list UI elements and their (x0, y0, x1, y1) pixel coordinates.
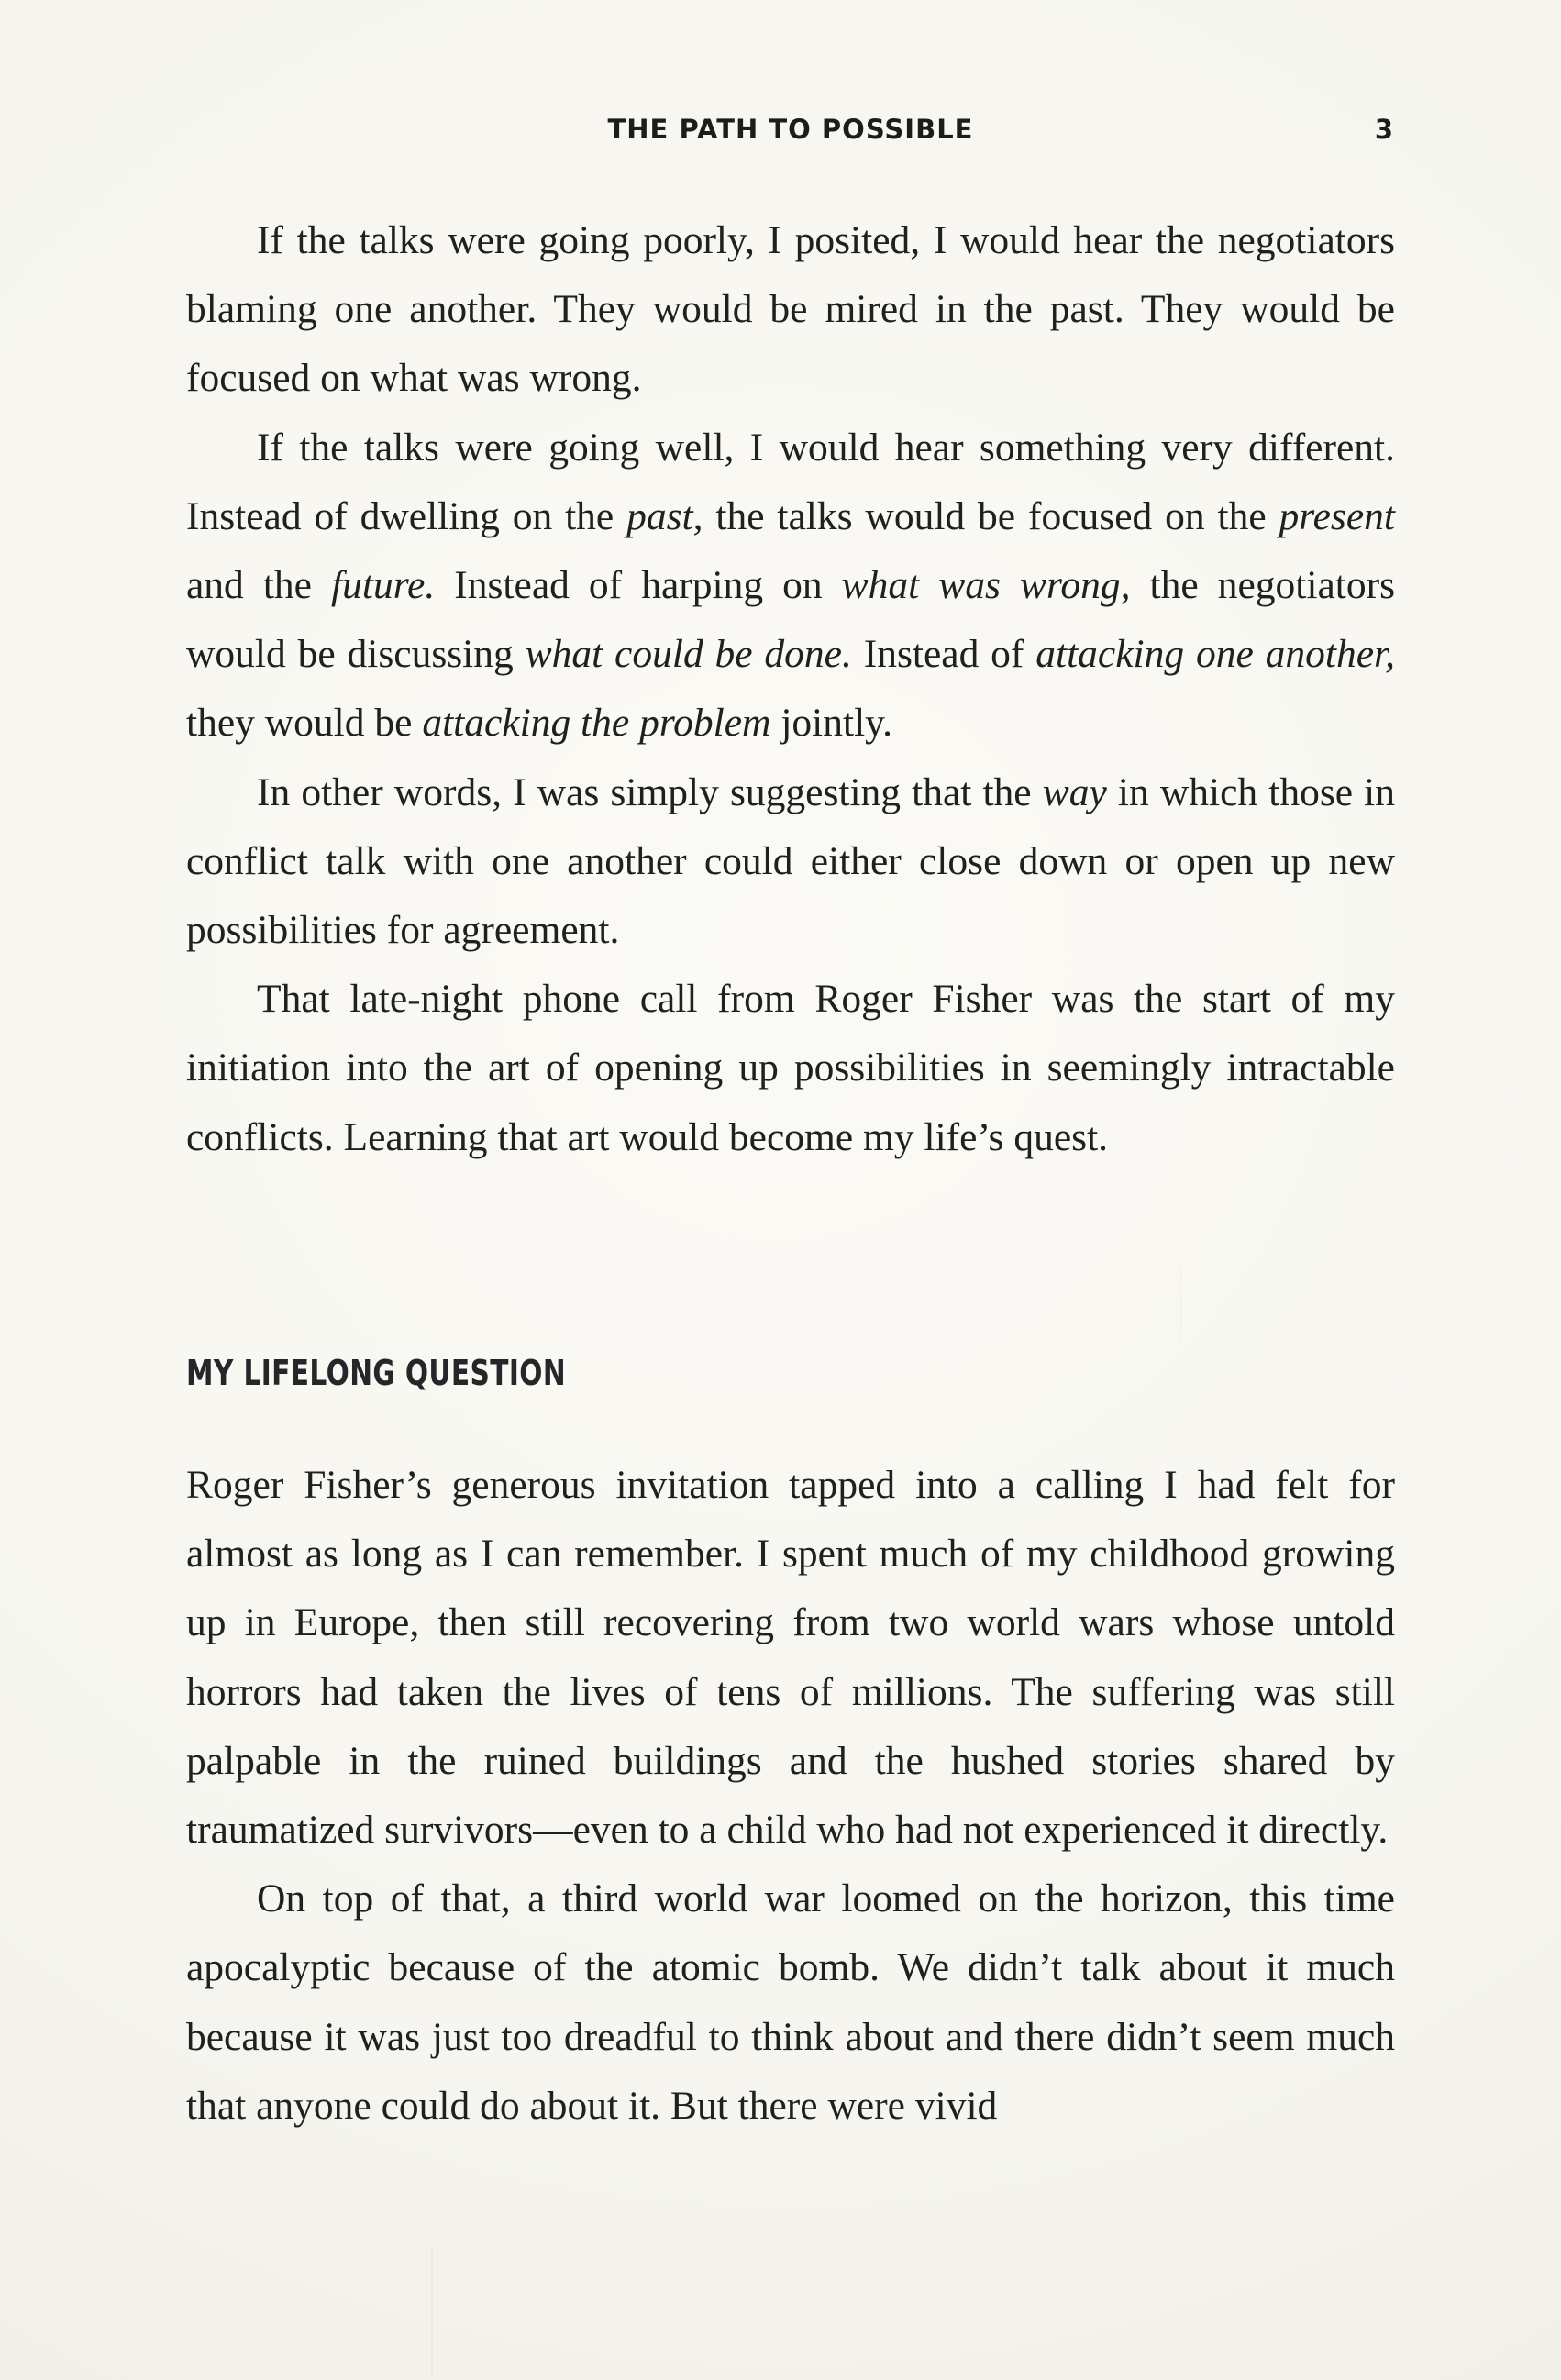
paragraph-2 (186, 414, 1395, 758)
paragraph-2-text-8: jointly. (770, 701, 892, 746)
paragraph-2-emphasis-attacking-one-another: attacking one another, (1035, 632, 1396, 677)
paragraph-3-emphasis-way: way (1042, 769, 1107, 814)
paragraph-2-text-7: they would be (186, 701, 423, 746)
paragraph-3-text-1: In other words, I was simply suggesting that the (257, 769, 1043, 814)
paragraph-6: On top of that, a third world war loomed on the horizon, this time apocalyptic because of the atomic bomb. We didn’t talk about it much because it was just too dreadful to think about and there didn’t seem much that anyone could do about it. But there were vivid (186, 1876, 1395, 2128)
paragraph-2-emphasis-future: future. (331, 563, 436, 608)
paragraph-2-text-5: the negotiators would be discussing (186, 563, 1396, 677)
paragraph-1: If the talks were going poorly, I posited, I would hear the negotiators blaming one another. They would be mired in the past. They would be focused on what was wrong. (186, 218, 1395, 401)
paragraph-2-emphasis-what-could-be-done: what could be done. (525, 632, 852, 677)
paragraph-4: That late-night phone call from Roger Fisher was the start of my initiation into the art of opening up possibilities in seemingly intractable conflicts. Learning that art would become my life’s quest. (186, 977, 1395, 1159)
paragraph-2-text-1: If the talks were going well, I would hear something very different. Instead of dwelling on the (186, 425, 1395, 538)
paragraph-2-emphasis-past: past, (626, 493, 703, 538)
paragraph-2-text-2: the talks would be focused on the (703, 493, 1279, 538)
paragraph-2-text-4: Instead of harping on (435, 563, 842, 608)
paragraph-3 (186, 758, 1395, 966)
paragraph-3-text-2: in which those in conflict talk with one another could either close down or open up new possibilities for agreement. (186, 769, 1395, 953)
section-heading: MY LIFELONG QUESTION (186, 1353, 567, 1393)
paragraph-5: Roger Fisher’s generous invitation tapped into a calling I had felt for almost as long as I can remember. I spent much of my childhood growing up in Europe, then still recovering from two world wars whose untold horrors had taken the lives of tens of millions. The suffering was still palpable in the ruined buildings and the hushed stories shared by traumatized survivors—even to a child who had not experienced it directly. (186, 1463, 1395, 1853)
paragraph-2-text-3: and the (186, 563, 332, 608)
paragraph-2-text-6: Instead of (851, 632, 1036, 677)
paragraph-2-emphasis-what-was-wrong: what was wrong, (841, 563, 1131, 608)
body-text-upper (186, 206, 1395, 1172)
page-number: 3 (1374, 114, 1394, 145)
running-title: THE PATH TO POSSIBLE (607, 114, 974, 145)
body-text-lower (186, 1451, 1395, 2141)
scan-fold-mark (1180, 1266, 1181, 1339)
paragraph-2-emphasis-present: present (1279, 493, 1395, 538)
running-header (187, 114, 1394, 150)
paragraph-2-emphasis-attacking-the-problem: attacking the problem (422, 701, 771, 746)
scan-fold-mark (431, 2249, 433, 2377)
